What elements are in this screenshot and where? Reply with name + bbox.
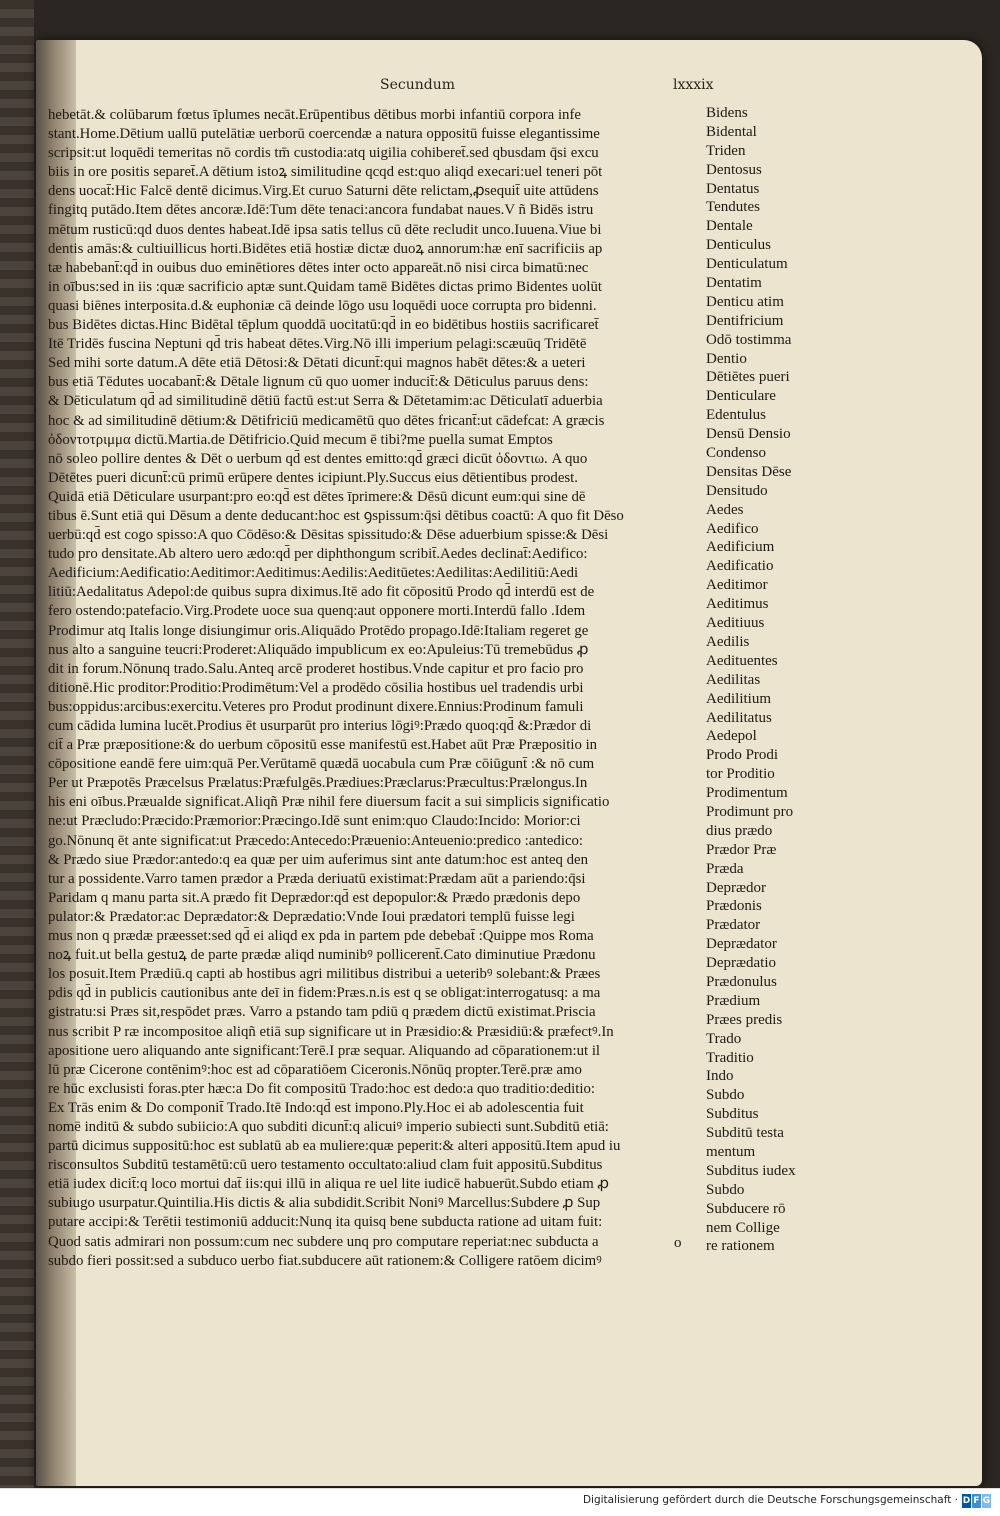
text-line: Dētētes pueri dicunt̄:cū primū erūpere dentes icipiunt.Ply.Succus eius dētientibus prodest. [48, 469, 578, 486]
margin-note: Subditus [706, 1106, 759, 1123]
text-line: hoc & ad similitudinē dētium:& Dētifriciū medicamētū quo dētes fricant̄:ut cādefcat: A græcis [48, 412, 605, 429]
margin-note: Prædium [706, 992, 761, 1009]
margin-note: Deprædor [706, 879, 766, 896]
margin-note: Denticulare [706, 388, 776, 405]
margin-note: Dentosus [706, 161, 762, 178]
margin-note: Odō tostimma [706, 331, 792, 348]
text-line: biis in ore positis separet̄.A dētium istoꝝ similitudine qcqd est:quo aliqd execari:uel teneri pōt [48, 164, 603, 181]
text-line: nō soleo pollire dentes & Dēt o uerbum qd̄ est dentes emitto:qd̄ græci dicūt ὀδοντιω. A quo [48, 450, 588, 467]
text-line: nus scribit P ræ incompositoe aliqñ etiā sup significare ut in Præsidio:& Præsidiū:& præfectꝰ.In [48, 1023, 614, 1040]
main-text-column [48, 106, 708, 1271]
text-line: ditionē.Hic proditor:Proditio:Prodimētum:Vel a prodēdo cōsilia hostibus uel tradendis urbi [48, 679, 584, 696]
margin-note: Deprædator [706, 936, 777, 953]
text-line: litiū:Aedalitatus Adepol:de quibus supra diximus.Itē ado fit cōpositū Prodo qd̄ interdū est de [48, 584, 595, 601]
dfg-logo-letter: D [962, 1496, 971, 1506]
margin-note: Subdo [706, 1181, 745, 1198]
text-line: fingitq putādo.Item dētes ancoræ.Idē:Tum dēte tenaci:ancora fundabat naues.V ñ Bidēs istru [48, 202, 594, 219]
margin-note: dius prædo [706, 822, 773, 839]
margin-note: Tendutes [706, 199, 760, 216]
margin-note: Aeditimus [706, 596, 769, 613]
margin-note: Denticulatum [706, 256, 788, 273]
text-line: pdis qd̄ in publicis cautionibus ante deī in fidem:Præs.n.is est q se obligat:interrogatusq: a ma [48, 985, 601, 1002]
text-line: etiā iudex dicit̄:q loco mortui dat̄ iis:qui illū in aliqua re uel lite iudicē habuerūt.Subdo etiam ꝓ [48, 1176, 609, 1193]
margin-note: Aedificium [706, 539, 775, 556]
signature-mark: o [674, 1235, 682, 1251]
text-line: subiugo usurpatur.Quintilia.His dictis & alia subdidit.Scribit Noniꝰ Marcellus:Subdere ꝓ Sup [48, 1195, 601, 1212]
text-line: partū dicimus suppositū:hoc est sublatū ab ea muliere:quæ peperit:& alteri appositū.Item apud iu [48, 1138, 621, 1155]
margin-note: Aedes [706, 501, 744, 518]
text-line: dentis amās:& cultiuillicus horti.Bidētes etiā hostiæ dictæ duoꝝ annorum:hæ enī sacrificiis ap [48, 240, 603, 257]
margin-note: Aedilitium [706, 690, 771, 707]
text-line: cōpositione eandē fere uim:quā Per.Verūtamē quædā uocabula cum Præ cōiūgunt̄ :& nō cum [48, 756, 595, 773]
margin-note: Denticulus [706, 237, 771, 254]
text-line: tibus ē.Sunt etiā qui Dēsum a dente deducant:hoc est ꝯspissum:q̄si dētibus coactū: A quo fit Dēso [48, 507, 624, 524]
folio-number: lxxxix [673, 77, 714, 93]
margin-note: Subducere rō [706, 1200, 786, 1217]
margin-note: re rationem [706, 1238, 775, 1255]
text-line: Sed mihi sorte datum.A dēte etiā Dētosi:& Dētati dicunt̄:qui magnos habēt dētes:& a ueteri [48, 355, 586, 372]
margin-note: Deprædatio [706, 955, 776, 972]
text-line: Per ut Præpotēs Præcelsus Prælatus:Præfulgēs.Prædiues:Præclarus:Præcultus:Prælongus.In [48, 775, 588, 792]
text-line: re hūc exclusisti foras.pter hæc:a Do fit compositū Trado:hoc est dedo:a quo traditio:deditio: [48, 1080, 595, 1097]
margin-note: Dentale [706, 218, 753, 235]
margin-note: Præes predis [706, 1011, 783, 1028]
margin-note: Indo [706, 1068, 734, 1085]
margin-note: Dentifricium [706, 312, 784, 329]
margin-note: Aedilis [706, 633, 750, 650]
margin-note: Triden [706, 142, 746, 159]
margin-note: Denticu atim [706, 293, 784, 310]
previous-page-edge [0, 0, 34, 1488]
text-line: dit in forum.Nōnunq trado.Salu.Anteq arcē proderet hostibus.Vnde capitur et pro facio pro [48, 660, 584, 677]
text-line: tæ habebant̄:qd̄ in ouibus duo eminētiores dētes inter octo appareāt.nō nisi circa bimatū:nec [48, 259, 589, 276]
text-line: putare accipi:& Terētii testimoniū adducit:Nunq ita quisq bene subducta ratione ad uitam fuit: [48, 1214, 603, 1231]
text-line: Itē Tridēs fuscina Neptuni qd̄ tris habeat dētes.Virg.Nō illi imperium pelagi:scæuūq Tridētē [48, 336, 587, 353]
margin-note: Prodimunt pro [706, 803, 794, 820]
margin-note: Aedificatio [706, 558, 774, 575]
margin-note: Dentatim [706, 275, 762, 292]
text-line: Prodimur atq Italis longe disiungimur oris.Aliquādo Protēdo propago.Idē:Italiam regeret ge [48, 622, 589, 639]
text-line: bus Bidētes dictas.Hinc Bidētal tēplum quoddā uocitatū:qd̄ in eo bidētibus hostiis sacrificaret̄ [48, 317, 599, 334]
text-line: his eni oībus.Præualde significat.Aliqñ Præ nihil fere diuersum facit a sui simplicis significatio [48, 794, 610, 811]
margin-note: Dentatus [706, 180, 760, 197]
text-line: cit̄ a Præ præpositione:& do uerbum cōpositū esse manifestū est.Habet aūt Præ Præpositio in [48, 737, 598, 754]
margin-note: Aedilitatus [706, 709, 772, 726]
text-line: risconsultos Subditū testamētū:cū uero testamento occultato:aliud clam fuit appositū.Subditus [48, 1157, 603, 1174]
margin-note: Dētiētes pueri [706, 369, 790, 386]
margin-note: Aeditiuus [706, 615, 765, 632]
text-line: ne:ut Præcludo:Præcido:Præmorior:Præcingo.Idē sunt enim:quo Claudo:Incido: Morior:ci [48, 813, 581, 830]
margin-note: Densitas Dēse [706, 463, 792, 480]
text-line: cum cādida lumina lucēt.Prodius ēt usurparūt pro interius lōgiꝰ:Prædo quoq:qd̄ &:Prædor di [48, 718, 592, 734]
running-title: Secundum [380, 77, 456, 93]
margin-note: Aedilitas [706, 671, 761, 688]
dfg-logo-letter: G [982, 1496, 991, 1506]
text-line: Quidā etiā Dēticulare usurpant:pro eo:qd̄ est dētes īprimere:& Dēsū dicunt eum:qui sine dē [48, 488, 586, 505]
text-line: los posuit.Item Prædiū.q capti ab hostibus agri militibus distribui a ueteribꝰ solebant:& Præes [48, 966, 601, 983]
margin-note: Densitudo [706, 482, 768, 499]
text-line: tur a possidente.Varro tamen prædor a Præda deriuatū existimat:Prædam aūt a pariendo:q̄si [48, 870, 586, 887]
margin-note: Prædonis [706, 898, 762, 915]
dfg-logo-letter: F [973, 1496, 980, 1506]
text-line: bus etiā Tēdutes uocabant̄:& Dētale lignum cū quo uomer inducit̄:& Dēticulus paruus dens: [48, 374, 589, 391]
margin-note: Subditū testa [706, 1125, 784, 1142]
text-line: subdo fieri possit:sed a subduco uerbo fiat.subducere aūt rationem:& Colligere ratōem dicimꝰ [48, 1252, 602, 1269]
text-line: mus non q prædæ præesset:sed qd̄ ei aliqd ex pda in partem pde debebat̄ :Quippe mos Roma [48, 928, 594, 945]
text-line: scripsit:ut loquēdi temeritas nō cordis tm̄ custodia:atq uigilia cohiberet̄.sed qbusdam q̄si excu [48, 145, 599, 162]
text-line: stant.Home.Dētium uallū putelātiæ uerborū coercendæ a natura oppositū fuisse elegantissime [48, 126, 600, 143]
margin-note: nem Collige [706, 1219, 780, 1236]
text-line: mētum rusticū:qd duos dentes habeat.Idē ipsa satis tellus cū dēte recludit unco.Iuuena.Viue bi [48, 221, 602, 238]
text-line: noꝝ fuit.ut bella gestuꝝ de parte prædæ aliqd numinibꝰ pollicerent̄.Cato diminutiue Prædonu [48, 947, 596, 964]
margin-note: Aedepol [706, 728, 757, 745]
margin-note: Subditus iudex [706, 1162, 796, 1179]
margin-note: Prædor Præ [706, 841, 777, 858]
text-line: Aedificium:Aedificatio:Aeditimor:Aeditimus:Aedilis:Aeditūetes:Aedilitas:Aedilitiū:Aedi [48, 565, 579, 582]
margin-note: Dentio [706, 350, 747, 367]
text-line: nus alto a sanguine teucri:Proderet:Aliquādo impublicum ex eo:Apuleius:Tū tremebūdus ꝓ [48, 641, 589, 658]
margin-note: Prodimentum [706, 785, 788, 802]
text-line: in oībus:sed in iis :quæ sacrificio aptæ sunt.Quidam tamē Bidētes dictas primo Bidentes uolūt [48, 278, 602, 295]
margin-note: Aedituentes [706, 652, 778, 669]
margin-note: Prædator [706, 917, 761, 934]
margin-note: Trado [706, 1030, 742, 1047]
text-line: Paridam q manu parta sit.A prædo fit Deprædor:qd̄ est depopulor:& Prædo prædonis depo [48, 889, 581, 906]
margin-note: Densū Densio [706, 426, 791, 443]
text-line: gistratu:si Præs sit,respōdet præs. Varro a pstando tam pdiū q prædem dictū existimat.Priscia [48, 1004, 596, 1021]
text-line: lū præ Cicerone contēnimꝰ:hoc est ad cōparatiōem Ciceronis.Nōnūq propter.Terē.præ amo [48, 1061, 582, 1078]
text-line: & Prædo siue Prædor:antedo:q ea quæ per uim auferimus sint ante datum:hoc est anteq den [48, 851, 588, 868]
margin-note: Subdo [706, 1087, 745, 1104]
margin-note: Præda [706, 860, 744, 877]
funding-credit: Digitalisierung gefördert durch die Deutsche Forschungsgemeinschaft · [582, 1494, 958, 1506]
margin-note: Prædonulus [706, 973, 777, 990]
text-line: nomē inditū & subdo subiicio:A quo subditi dicunt̄:q alicuiꝰ imperio subiecti sunt.Subditū etiā: [48, 1118, 609, 1135]
footer-bar [0, 1488, 1000, 1516]
text-line: & Dēticulatum qd̄ ad similitudinē dētiū factū est:ut Serra & Dētetamim:ac Dēticulatī aduerbia [48, 393, 603, 410]
margin-note: Prodo Prodi [706, 747, 779, 764]
text-line: quasi biēnes interposita.d.& euphoniæ cā deinde lōgo usu loquēdi uoce corrupta pro bidenni. [48, 297, 597, 314]
margin-note: Traditio [706, 1049, 754, 1066]
text-line: dens uocat̄:Hic Falcē dentē dicimus.Virg.Et curuo Saturni dēte relictam,ꝓsequit̄ uite attūdens [48, 183, 599, 200]
margin-note: Bidens [706, 105, 748, 121]
text-line: fero ostendo:patefacio.Virg.Prodete uoce sua quenq:aut opponere morti.Interdū fallo .Idem [48, 603, 586, 620]
text-line: hebetāt.& colūbarum fœtus īplumes necāt.Erūpentibus dētibus morbi infantiū corpora infe [48, 107, 581, 123]
marginal-glosses [706, 104, 826, 1256]
text-line: Quod satis admirari non possum:cum nec subdere unq pro computare reperiat:nec subducta a [48, 1233, 599, 1250]
margin-note: Aeditimor [706, 577, 768, 594]
margin-note: Condenso [706, 445, 766, 462]
margin-note: Aedifico [706, 520, 759, 537]
text-line: Ex Trās enim & Do componit̄ Trado.Itē Indo:qd̄ est impono.Ply.Hoc ei ab adolescentia fuit [48, 1099, 584, 1116]
margin-note: Edentulus [706, 407, 766, 424]
text-line: ὀδοντοτριμμα dictū.Martia.de Dētifricio.Quid mecum ē tibi?me puella sumat Emptos [48, 431, 553, 448]
text-line: tudo pro densitate.Ab altero uero ædo:qd̄ per diphthongum scribit̄.Aedes declinat̄:Aedifico: [48, 546, 588, 563]
margin-note: mentum [706, 1143, 756, 1160]
margin-note: Bidental [706, 123, 757, 140]
text-line: bus:oppidus:arcibus:exercitu.Veteres pro Produt prodinunt dixere.Ennius:Prodinum famuli [48, 698, 584, 715]
text-line: pulator:& Prædator:ac Deprædator:& Deprædatio:Vnde Ioui prædatori templū fuisse legi [48, 908, 575, 925]
text-line: uerbū:qd̄ est cogo spisso:A quo Cōdēso:& Dēsitas spissitudo:& Dēse aduerbium spisse:& Dēsi [48, 527, 609, 544]
dfg-logo [962, 1493, 992, 1509]
text-line: go.Nōnunq ēt ante significat:ut Præcedo:Antecedo:Præuenio:Anteuenio:predico :antedico: [48, 832, 584, 849]
text-line: apositione uero aliquando ante significant:Terē.I præ sequar. Aliquando ad cōparationem:ut il [48, 1042, 601, 1059]
margin-note: tor Proditio [706, 766, 775, 783]
